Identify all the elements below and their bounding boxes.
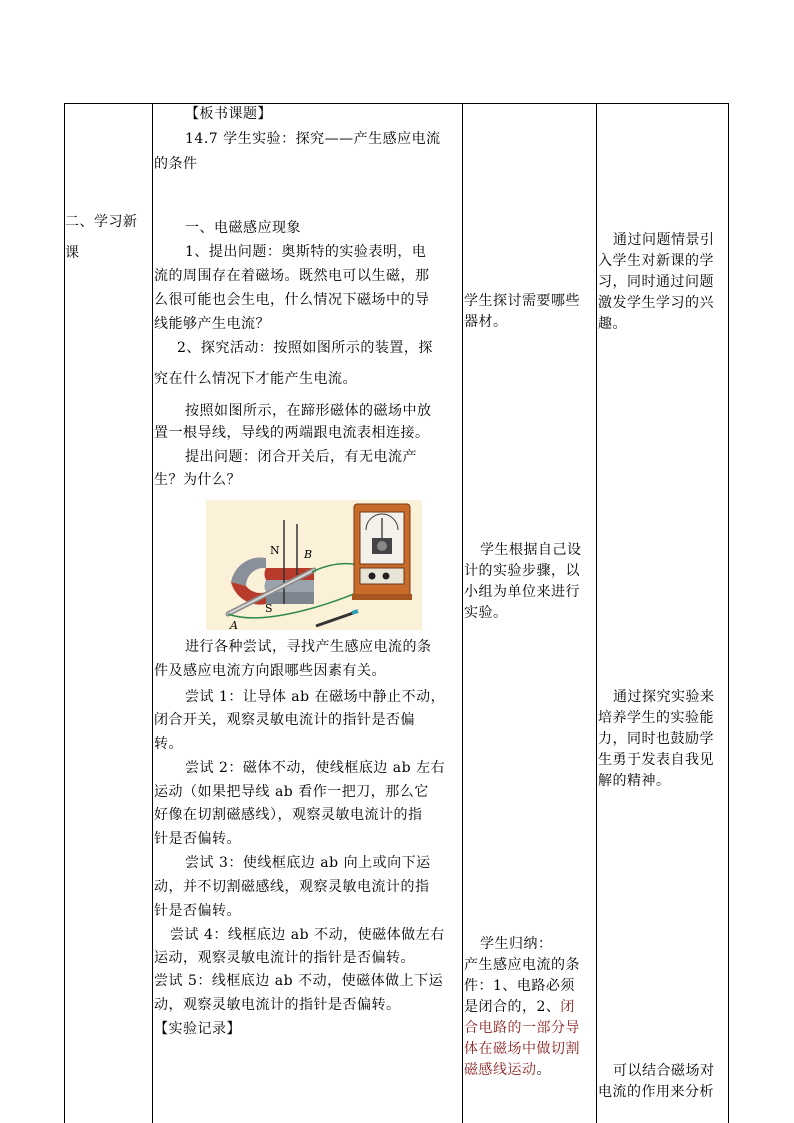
student-summary-line: 件：1、电路必须 [464, 978, 575, 994]
student-activity-2: 学生根据自己设 [480, 542, 582, 558]
paragraph-line: 线能够产生电流？ [154, 316, 270, 332]
trial-1: 尝试 1：让导体 ab 在磁场中静止不动， [185, 689, 446, 705]
student-activity-2-cont: 实验。 [464, 605, 508, 621]
trial-2-cont: 好像在切割磁感线），观察灵敏电流计的指 [154, 807, 423, 823]
student-activity-1-cont: 器材。 [464, 314, 508, 330]
student-activity-2-cont: 小组为单位来进行 [464, 584, 580, 600]
design-intent-3: 可以结合磁场对 [613, 1063, 715, 1079]
paragraph-line: 置一根导线，导线的两端跟电流表相连接。 [154, 425, 430, 441]
label-a: A [230, 619, 238, 630]
trial-3-cont: 动，并不切割磁感线，观察灵敏电流计的指 [154, 879, 430, 895]
trial-5-cont: 动，观察灵敏电流计的指针是否偏转。 [154, 997, 401, 1013]
induction-apparatus-figure [206, 500, 422, 630]
paragraph-line: 么很可能也会生电，什么情况下磁场中的导 [154, 292, 430, 308]
student-summary-line: 产生感应电流的条 [464, 957, 580, 973]
design-intent-1-cont: 习，同时通过问题 [598, 274, 714, 290]
student-summary-highlight: 磁感线运动。 [464, 1062, 551, 1078]
trial-4-cont: 运动，观察灵敏电流计的指针是否偏转。 [154, 950, 415, 966]
student-activity-1: 学生探讨需要哪些 [464, 293, 580, 309]
trial-5: 尝试 5：线框底边 ab 不动，使磁体做上下运 [154, 973, 444, 989]
section-title-cont: 课 [65, 245, 80, 261]
label-south: S [265, 602, 273, 615]
paragraph-line: 件及感应电流方向跟哪些因素有关。 [154, 663, 386, 679]
trial-3: 尝试 3：使线框底边 ab 向上或向下运 [185, 855, 431, 871]
design-intent-2-cont: 力，同时也鼓励学 [598, 731, 714, 747]
design-intent-1-cont: 入学生对新课的学 [598, 253, 714, 269]
design-intent-1-cont: 激发学生学习的兴 [598, 295, 714, 311]
design-intent-2-cont: 解的精神。 [598, 773, 671, 789]
paragraph-line: 生？为什么？ [154, 472, 241, 488]
table-top-border [64, 103, 728, 104]
paragraph-line: 按照如图所示，在蹄形磁体的磁场中放 [185, 403, 432, 419]
paragraph-line: 2、探究活动：按照如图所示的装置，探 [177, 340, 433, 356]
design-intent-2-cont: 培养学生的实验能 [598, 710, 714, 726]
experiment-record-heading: 【实验记录】 [154, 1021, 241, 1037]
trial-1-cont: 转。 [154, 736, 183, 752]
paragraph-line: 流的周围存在着磁场。既然电可以生磁，那 [154, 268, 430, 284]
lesson-title: 14.7 学生实验：探究——产生感应电流 [185, 131, 441, 147]
trial-2: 尝试 2：磁体不动，使线框底边 ab 左右 [185, 760, 446, 776]
paragraph-line: 提出问题：闭合开关后，有无电流产 [185, 449, 417, 465]
design-intent-1: 通过问题情景引 [613, 232, 715, 248]
board-title-heading: 【板书课题】 [185, 106, 272, 122]
trial-3-cont: 针是否偏转。 [154, 903, 241, 919]
design-intent-3-cont: 电流的作用来分析 [598, 1084, 714, 1100]
trial-2-cont: 运动（如果把导线 ab 看作一把刀，那么它 [154, 784, 429, 800]
student-summary-heading: 学生归纳： [480, 936, 553, 952]
paragraph-line: 究在什么情况下才能产生电流。 [154, 371, 357, 387]
trial-4: 尝试 4：线框底边 ab 不动，使磁体做左右 [170, 927, 445, 943]
trial-1-cont: 闭合开关，观察灵敏电流计的指针是否偏 [154, 712, 415, 728]
table-right-border [728, 103, 729, 1123]
trial-2-cont: 针是否偏转。 [154, 831, 241, 847]
student-summary-highlight: 合电路的一部分导 [464, 1020, 580, 1036]
paragraph-line: 1、提出问题：奥斯特的实验表明，电 [185, 244, 427, 260]
paragraph-line: 进行各种尝试，寻找产生感应电流的条 [185, 639, 432, 655]
student-activity-2-cont: 计的实验步骤，以 [464, 563, 580, 579]
design-intent-2-cont: 生勇于发表自我见 [598, 752, 714, 768]
label-north: N [270, 544, 280, 557]
label-b: B [304, 548, 313, 561]
design-intent-1-cont: 趣。 [598, 316, 627, 332]
section-title: 二、学习新 [65, 214, 138, 230]
column-divider-1 [152, 103, 153, 1123]
student-summary-line: 是闭合的，2、闭 [464, 999, 575, 1015]
subsection-heading: 一、电磁感应现象 [185, 220, 301, 236]
student-summary-highlight: 体在磁场中做切割 [464, 1041, 580, 1057]
column-divider-2 [462, 103, 463, 1123]
lesson-title-cont: 的条件 [154, 156, 198, 172]
design-intent-2: 通过探究实验来 [613, 689, 715, 705]
column-divider-3 [596, 103, 597, 1123]
